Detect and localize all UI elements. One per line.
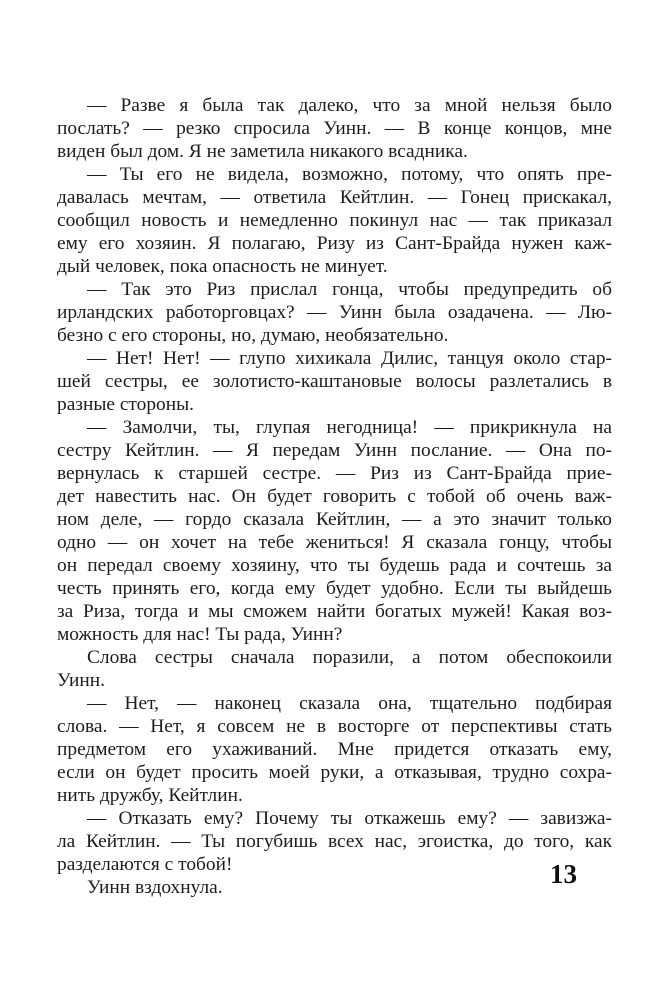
text-line: дый человек, пока опасность не минует.	[57, 256, 388, 277]
text-line: вернулась к старшей сестре. — Риз из Сант-Брайда прие-	[57, 463, 612, 484]
text-line: слова. — Нет, я совсем не в восторге от перспективы стать	[57, 716, 612, 737]
text-line: честь принять его, когда ему будет удобно. Если ты выйдешь	[57, 578, 612, 599]
text-line: — Так это Риз прислал гонца, чтобы предупредить об	[87, 279, 612, 300]
text-line: — Замолчи, ты, глупая негодница! — прикрикнула на	[87, 417, 612, 438]
paragraph	[57, 807, 612, 876]
text-line: Уинн.	[57, 670, 106, 691]
text-line: одно — он хочет на тебе жениться! Я сказала гонцу, чтобы	[57, 532, 612, 553]
text-line: за Риза, тогда и мы сможем найти богатых мужей! Какая воз-	[57, 601, 612, 622]
paragraph	[57, 347, 612, 416]
paragraph	[57, 646, 612, 692]
text-line: ему его хозяин. Я полагаю, Ризу из Сант-Брайда нужен каж-	[57, 233, 612, 254]
text-line: сестру Кейтлин. — Я передам Уинн послание. — Она по-	[57, 440, 612, 461]
paragraph	[57, 94, 612, 163]
text-line: ирландских работорговцах? — Уинн была озадачена. — Лю-	[57, 302, 612, 323]
text-line: — Отказать ему? Почему ты откажешь ему? — завизжа-	[87, 808, 612, 829]
paragraph	[57, 163, 612, 278]
text-line: Уинн вздохнула.	[87, 877, 223, 898]
text-line: если он будет просить моей руки, а отказывая, трудно сохра-	[57, 762, 612, 783]
text-line: разные стороны.	[57, 394, 194, 415]
text-line: — Нет! Нет! — глупо хихикала Дилис, танцуя около стар-	[87, 348, 612, 369]
text-line: послать? — резко спросила Уинн. — В конце концов, мне	[57, 118, 612, 139]
text-line: виден был дом. Я не заметила никакого всадника.	[57, 141, 468, 162]
paragraph	[57, 278, 612, 347]
text-line: — Нет, — наконец сказала она, тщательно подбирая	[87, 693, 612, 714]
text-line: Слова сестры сначала поразили, а потом обеспокоили	[87, 647, 612, 668]
text-line: нить дружбу, Кейтлин.	[57, 785, 243, 806]
paragraph	[57, 416, 612, 646]
text-line: он передал своему хозяину, что ты будешь рада и сочтешь за	[57, 555, 612, 576]
text-line: давалась мечтам, — ответила Кейтлин. — Гонец прискакал,	[57, 187, 612, 208]
text-line: ном деле, — гордо сказала Кейтлин, — а это значит только	[57, 509, 612, 530]
text-line: ла Кейтлин. — Ты погубишь всех нас, эгоистка, до того, как	[57, 831, 612, 852]
text-line: сообщил новость и немедленно покинул нас — так приказал	[57, 210, 612, 231]
text-line: разделаются с тобой!	[57, 854, 233, 875]
text-line: предметом его ухаживаний. Мне придется отказать ему,	[57, 739, 612, 760]
paragraph	[57, 876, 612, 899]
paragraph	[57, 692, 612, 807]
text-line: шей сестры, ее золотисто-каштановые волосы разлетались в	[57, 371, 612, 392]
text-line: — Разве я была так далеко, что за мной нельзя было	[87, 95, 612, 116]
text-line: безно с его стороны, но, думаю, необязательно.	[57, 325, 449, 346]
text-line: — Ты его не видела, возможно, потому, что опять пре-	[87, 164, 612, 185]
text-line: дет навестить нас. Он будет говорить с тобой об очень важ-	[57, 486, 612, 507]
text-line: можность для нас! Ты рада, Уинн?	[57, 624, 343, 645]
body-text	[57, 94, 612, 899]
page-number: 13	[550, 859, 577, 889]
